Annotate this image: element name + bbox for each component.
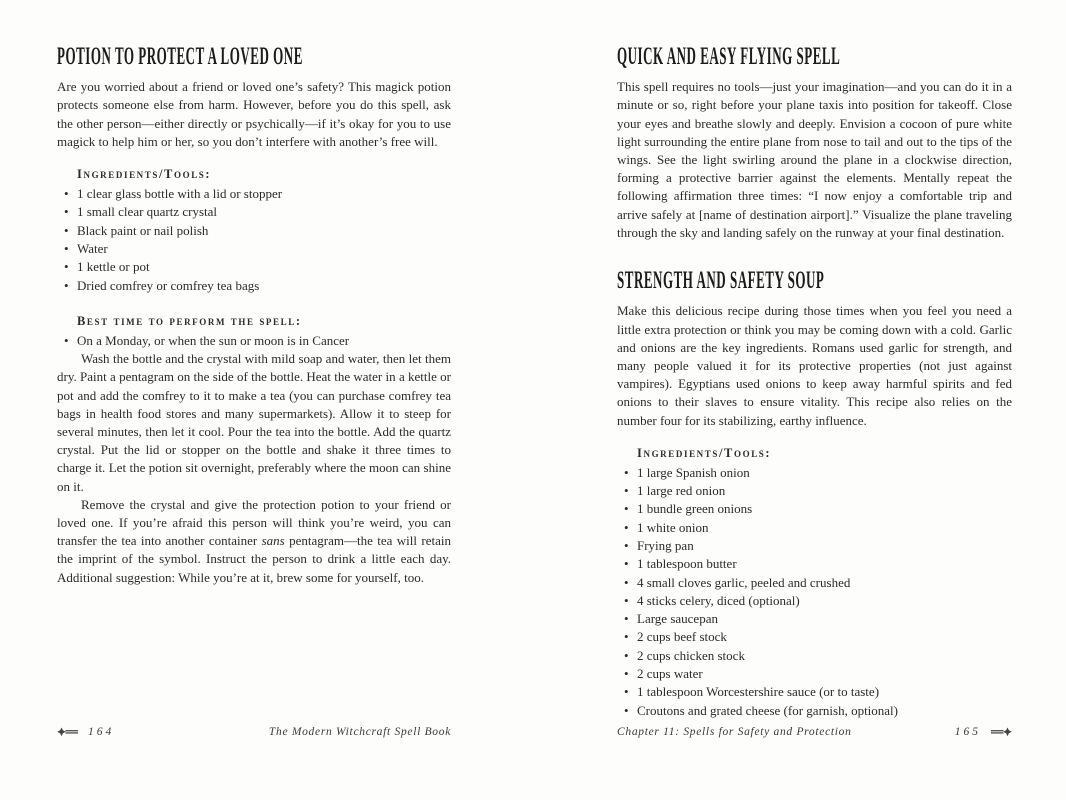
right-spell-title-flying: QUICK AND EASY FLYING SPELL <box>617 43 841 70</box>
page-number: 164 <box>88 726 115 738</box>
chapter-title: Chapter 11: Spells for Safety and Protection <box>617 726 852 738</box>
fleuron-icon <box>990 727 1012 737</box>
page-left <box>57 44 451 587</box>
left-best-time-label: Best time to perform the spell: <box>77 313 302 328</box>
footer-left <box>57 726 451 738</box>
paragraph-text: pentagram—the tea will retain the imprint of the symbol. Instruct the person to drink a little each day. Additional suggestion: While you’re at it, brew some for yourself, too. <box>57 533 451 585</box>
right-ingredients-label: Ingredients/Tools: <box>637 445 772 460</box>
footer-right <box>617 726 1012 738</box>
list-item: • 1 small clear quartz crystal <box>57 203 451 221</box>
list-item: • On a Monday, or when the sun or moon is in Cancer <box>57 332 451 350</box>
list-item: • Large saucepan <box>617 610 1012 628</box>
paragraph-text: Remove the crystal and give the protection potion to your friend or loved one. If you’re afraid this person will think you’re weird, you can transfer the tea into another container <box>57 496 451 549</box>
page-number: 165 <box>954 726 981 738</box>
list-item: • 1 tablespoon butter <box>617 555 1012 573</box>
list-item: • 1 large Spanish onion <box>617 464 1012 482</box>
left-instructions-paragraph-1: Wash the bottle and the crystal with mild soap and water, then let them dry. Paint a pentagram on the side of the bottle. Heat the water in a kettle or pot and add the comfrey to it to make a tea (you can purchase comfrey tea bags in health food stores and many supermarkets). Allow it to steep for several minutes, then let it cool. Pour the tea into the bottle. Add the quartz crystal. Put the lid or stopper on the bottle and shake it three times to charge it. Let the potion sit overnight, preferably where the moon can shine on it. <box>57 351 451 494</box>
list-item: • Dried comfrey or comfrey tea bags <box>57 277 451 295</box>
list-item: • 1 white onion <box>617 519 1012 537</box>
right-ingredients-list <box>617 464 1012 720</box>
list-item: • 2 cups chicken stock <box>617 647 1012 665</box>
list-item: • 1 kettle or pot <box>57 258 451 276</box>
soup-intro-paragraph: Make this delicious recipe during those times when you feel you need a little extra protection or think you may be coming down with a cold. Garlic and onions are the key ingredients. Romans used garlic for strength, and many people valued it for its protective properties (not just against vampires). Egyptians used onions to keep away harmful spirits and fed onions to their slaves to ensure vitality. This recipe also relies on the number four for its stabilizing, earthy influence. <box>617 303 1012 428</box>
list-item: • Black paint or nail polish <box>57 222 451 240</box>
list-item: • 2 cups water <box>617 665 1012 683</box>
list-item: • 1 tablespoon Worcestershire sauce (or to taste) <box>617 683 1012 701</box>
left-instructions-paragraph-2 <box>57 496 451 587</box>
left-ingredients-label: Ingredients/Tools: <box>77 167 212 182</box>
list-item: • 1 bundle green onions <box>617 500 1012 518</box>
italic-word: sans <box>261 533 285 549</box>
list-item: • 4 sticks celery, diced (optional) <box>617 592 1012 610</box>
list-item: • 1 clear glass bottle with a lid or stopper <box>57 185 451 203</box>
right-spell-title-soup: STRENGTH AND SAFETY SOUP <box>617 267 825 295</box>
list-item: • Water <box>57 240 451 258</box>
fleuron-icon <box>57 727 79 737</box>
book-title: The Modern Witchcraft Spell Book <box>268 726 451 738</box>
flying-spell-paragraph: This spell requires no tools—just your imagination—and you can do it in a minute or so, right before your plane taxis into position for takeoff. Close your eyes and breathe slowly and deeply. Envision a cocoon of pure white light surrounding the entire plane from nose to tail and out to the tips of the wings. See the light swirling around the plane in a clockwise direction, forming a protective barrier against the elements. Mentally repeat the following affirmation three times: “I now enjoy a comfortable trip and arrive safely at [name of destination airport].” Visualize the plane traveling through the sky and landing safely on the runway at your final destination. <box>617 79 1012 240</box>
list-item: • Frying pan <box>617 537 1012 555</box>
list-item: • 1 large red onion <box>617 482 1012 500</box>
list-item: • Croutons and grated cheese (for garnish, optional) <box>617 702 1012 720</box>
list-item: • 4 small cloves garlic, peeled and crushed <box>617 574 1012 592</box>
page-right <box>617 44 1012 720</box>
list-item: • 2 cups beef stock <box>617 628 1012 646</box>
left-intro-paragraph: Are you worried about a friend or loved one’s safety? This magick potion protects someone else from harm. However, before you do this spell, ask the other person—either directly or psychically—if it’s okay for you to use magick to help him or her, so you don’t interfere with another’s free will. <box>57 79 451 149</box>
left-best-time-list <box>57 332 451 350</box>
left-spell-title: POTION TO PROTECT A LOVED ONE <box>57 43 303 70</box>
left-ingredients-list <box>57 185 451 295</box>
